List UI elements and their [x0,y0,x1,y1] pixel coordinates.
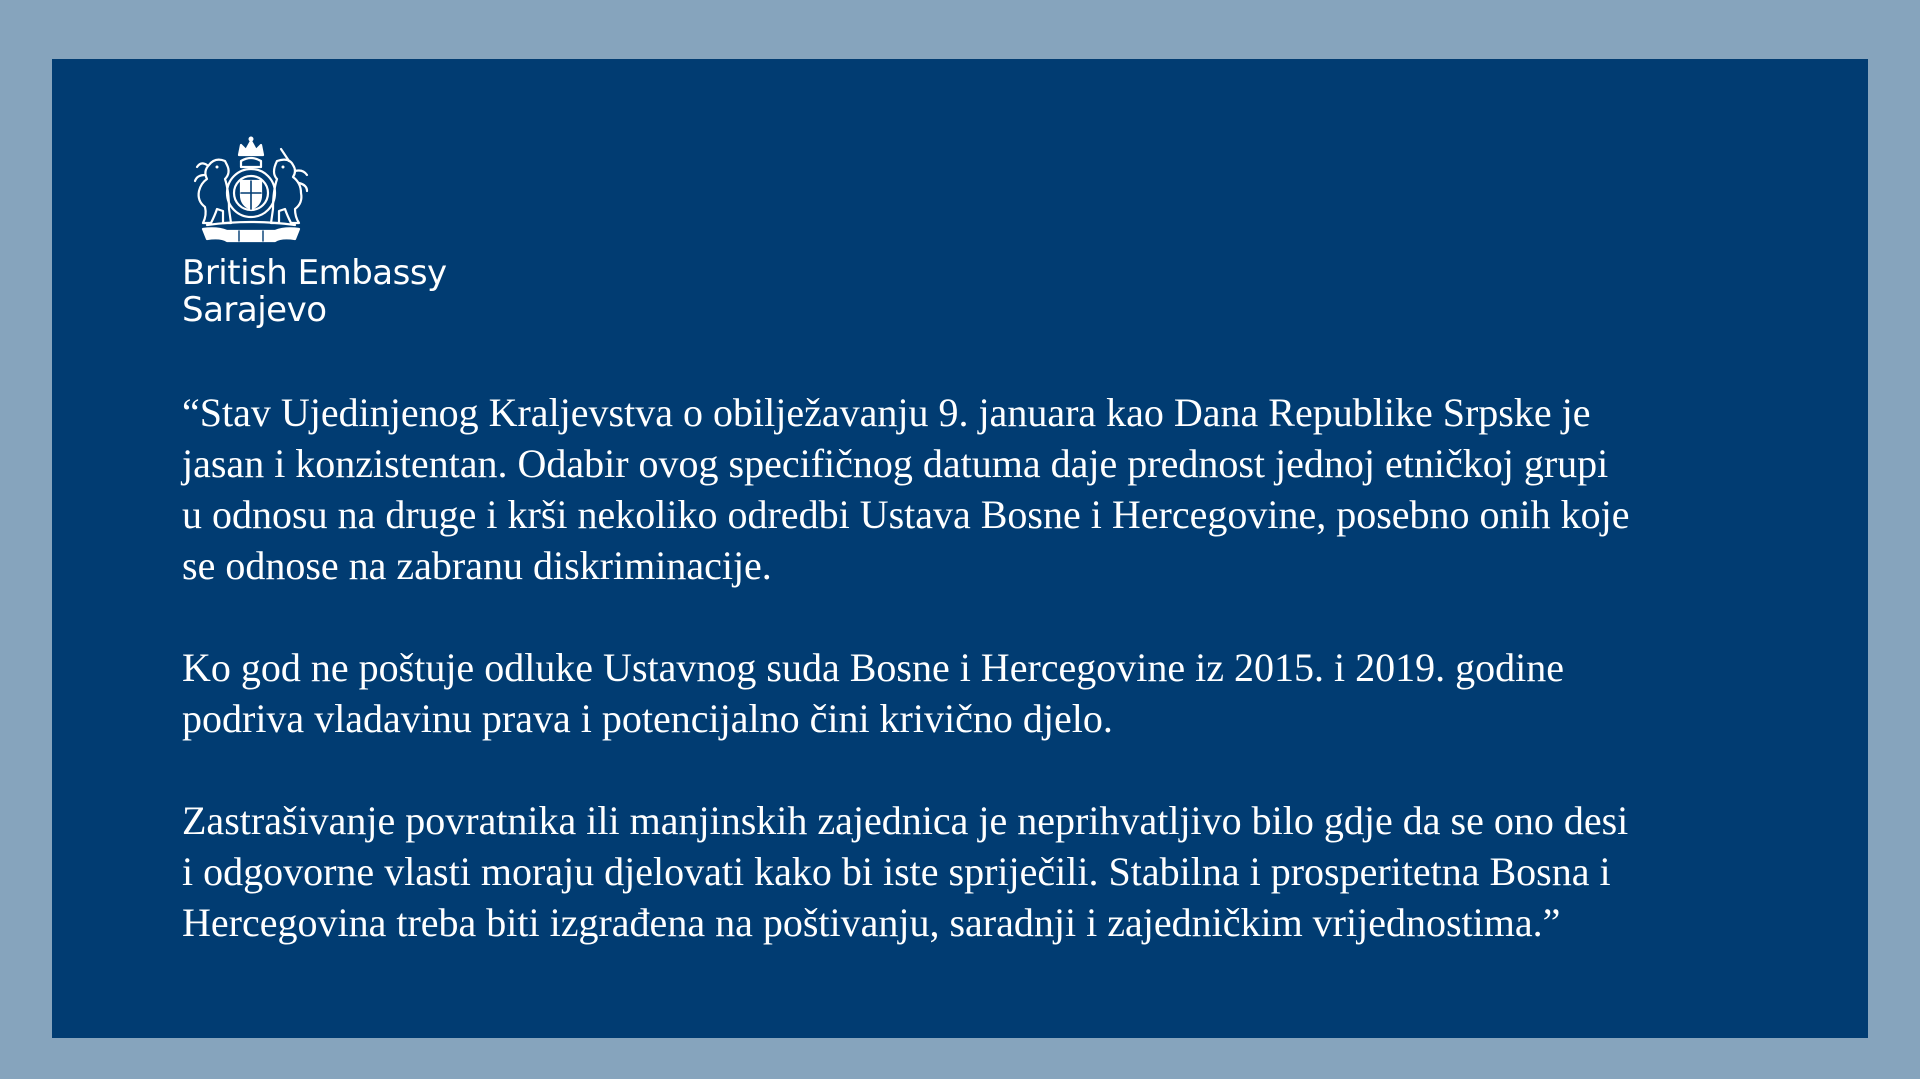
royal-coat-of-arms-icon [177,131,325,247]
statement-line: jasan i konzistentan. Odabir ovog specifičnog datuma daje prednost jednoj etničkoj grupi [182,441,1609,486]
statement-line: Ko god ne poštuje odluke Ustavnog suda Bosne i Hercegovine iz 2015. i 2019. godine [182,645,1564,690]
statement-line: se odnose na zabranu diskriminacije. [182,543,772,588]
organization-line-2: Sarajevo [182,290,327,330]
organization-line-1: British Embassy [182,253,447,293]
statement-line: “Stav Ujedinjenog Kraljevstva o obilježavanju 9. januara kao Dana Republike Srpske je [182,390,1591,435]
statement-line: Zastrašivanje povratnika ili manjinskih zajednica je neprihvatljivo bilo gdje da se ono desi [182,798,1629,843]
statement-paragraph-2 [182,642,1752,744]
statement-line: i odgovorne vlasti moraju djelovati kako bi iste spriječili. Stabilna i prosperitetna Bosna i [182,849,1611,894]
statement-paragraph-1 [182,387,1752,591]
statement-line: u odnosu na druge i krši nekoliko odredbi Ustava Bosne i Hercegovine, posebno onih koje [182,492,1630,537]
statement-line: podriva vladavinu prava i potencijalno čini krivično djelo. [182,696,1113,741]
statement-paragraph-3 [182,795,1752,948]
statement-card [52,59,1868,1038]
statement-text [182,387,1752,948]
organization-name [182,255,447,329]
statement-line: Hercegovina treba biti izgrađena na poštivanju, saradnji i zajedničkim vrijednostima.” [182,900,1561,945]
